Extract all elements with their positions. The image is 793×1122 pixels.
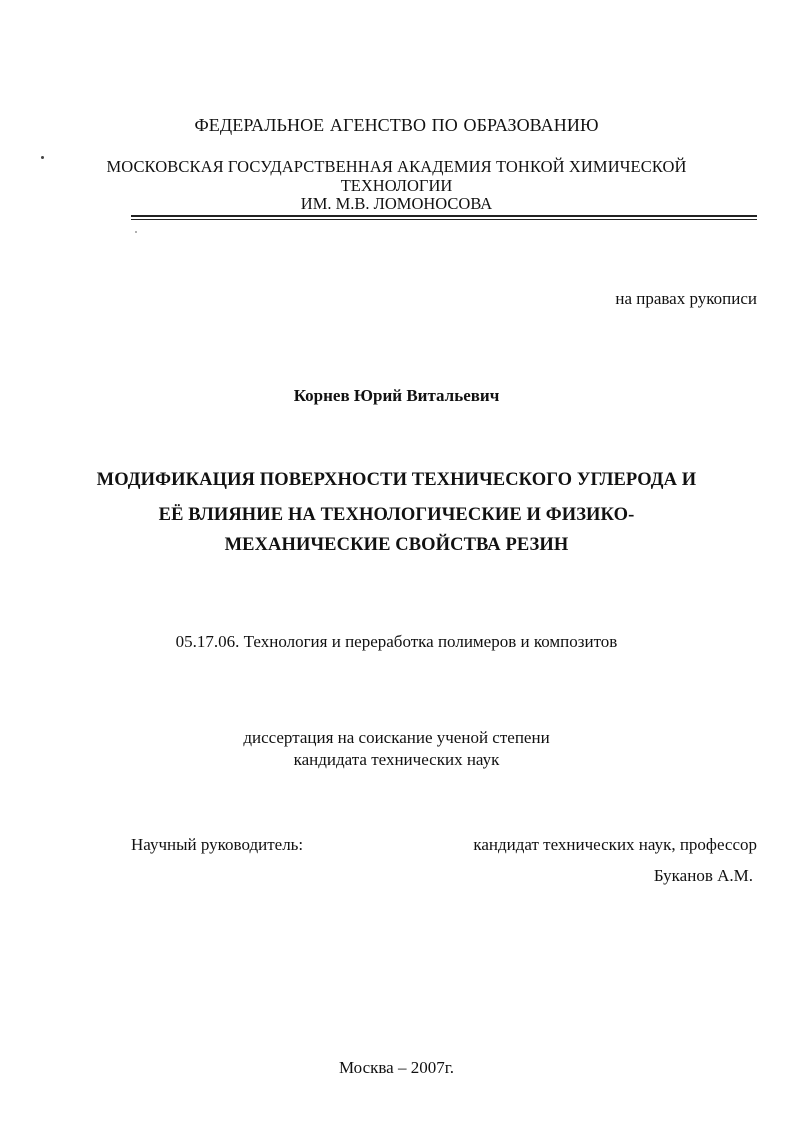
supervisor-degree: кандидат технических наук, профессор (473, 835, 757, 854)
thesis-title-line1: МОДИФИКАЦИЯ ПОВЕРХНОСТИ ТЕХНИЧЕСКОГО УГЛЕРОДА И (96, 470, 697, 490)
dissertation-purpose-line1: диссертация на соискание ученой степени (243, 728, 550, 747)
author-name: Корнев Юрий Витальевич (293, 386, 500, 405)
header-divider-thin (131, 219, 757, 220)
supervisor-label: Научный руководитель: (131, 835, 304, 854)
specialty-code: 05.17.06. Технология и переработка полимеров и композитов (175, 632, 618, 651)
header-divider-thick (131, 215, 757, 217)
academy-name-line2: ТЕХНОЛОГИИ (340, 176, 453, 195)
agency-name: ФЕДЕРАЛЬНОЕ АГЕНСТВО ПО ОБРАЗОВАНИЮ (194, 115, 599, 135)
dissertation-purpose-line2: кандидата технических наук (293, 750, 500, 769)
manuscript-rights-note: на правах рукописи (615, 289, 757, 308)
scan-speck (41, 156, 44, 159)
thesis-title-line3: МЕХАНИЧЕСКИЕ СВОЙСТВА РЕЗИН (224, 535, 569, 555)
city-year: Москва – 2007г. (338, 1058, 455, 1077)
academy-name-line1: МОСКОВСКАЯ ГОСУДАРСТВЕННАЯ АКАДЕМИЯ ТОНКОЙ ХИМИЧЕСКОЙ (106, 157, 687, 176)
supervisor-name: Буканов А.М. (653, 866, 753, 885)
academy-name-line3: ИМ. М.В. ЛОМОНОСОВА (300, 194, 493, 213)
scan-speck (135, 231, 137, 233)
thesis-title-line2: ЕЁ ВЛИЯНИЕ НА ТЕХНОЛОГИЧЕСКИЕ И ФИЗИКО- (158, 505, 635, 525)
